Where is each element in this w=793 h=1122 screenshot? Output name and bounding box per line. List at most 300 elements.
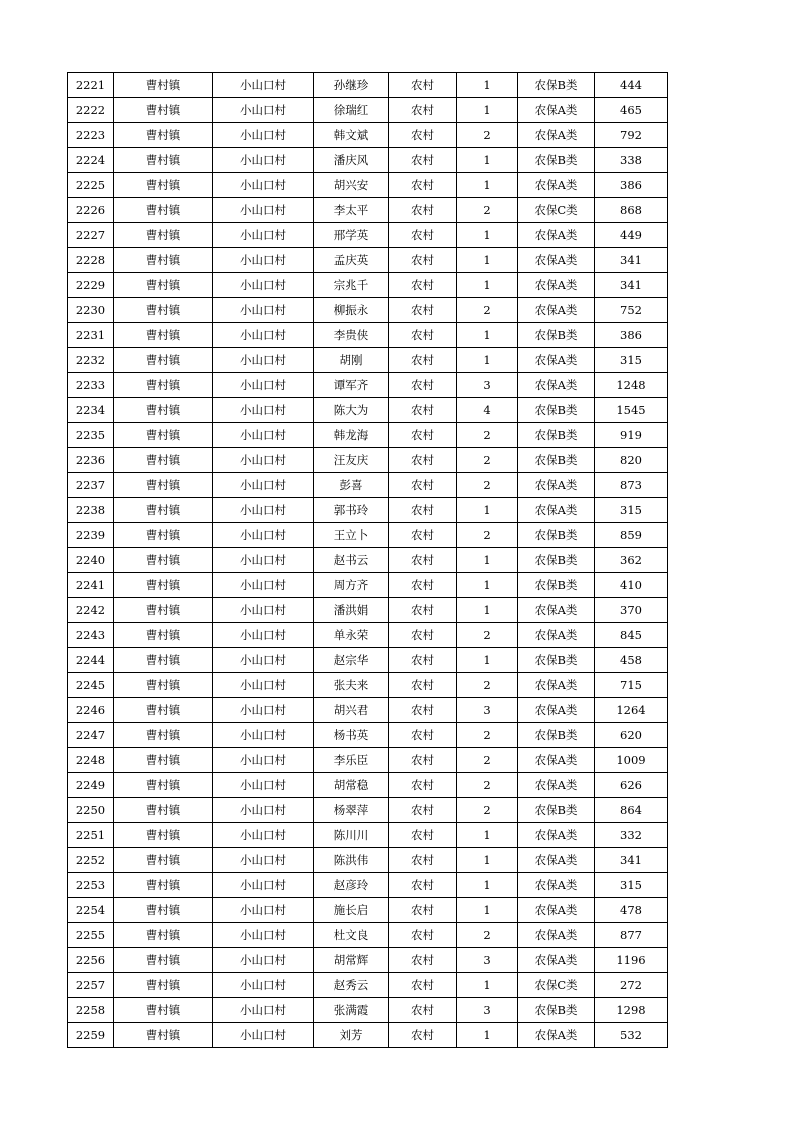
person-count-cell: 1 [457, 223, 518, 248]
person-count-cell: 2 [457, 198, 518, 223]
village-cell: 小山口村 [213, 748, 314, 773]
amount-cell: 370 [595, 598, 668, 623]
row-number-cell: 2239 [68, 523, 114, 548]
household-type-cell: 农村 [389, 123, 457, 148]
household-type-cell: 农村 [389, 848, 457, 873]
category-cell: 农保B类 [518, 323, 595, 348]
amount-cell: 845 [595, 623, 668, 648]
village-cell: 小山口村 [213, 823, 314, 848]
town-cell: 曹村镇 [114, 973, 213, 998]
amount-cell: 338 [595, 148, 668, 173]
name-cell: 赵秀云 [314, 973, 389, 998]
town-cell: 曹村镇 [114, 773, 213, 798]
category-cell: 农保A类 [518, 123, 595, 148]
amount-cell: 715 [595, 673, 668, 698]
table-row [68, 73, 668, 98]
category-cell: 农保B类 [518, 448, 595, 473]
row-number-cell: 2223 [68, 123, 114, 148]
row-number-cell: 2244 [68, 648, 114, 673]
village-cell: 小山口村 [213, 523, 314, 548]
row-number-cell: 2252 [68, 848, 114, 873]
name-cell: 潘洪娟 [314, 598, 389, 623]
village-cell: 小山口村 [213, 1023, 314, 1048]
person-count-cell: 1 [457, 148, 518, 173]
household-type-cell: 农村 [389, 498, 457, 523]
name-cell: 宗兆千 [314, 273, 389, 298]
person-count-cell: 2 [457, 448, 518, 473]
amount-cell: 864 [595, 798, 668, 823]
category-cell: 农保B类 [518, 523, 595, 548]
person-count-cell: 1 [457, 98, 518, 123]
household-type-cell: 农村 [389, 373, 457, 398]
amount-cell: 532 [595, 1023, 668, 1048]
row-number-cell: 2254 [68, 898, 114, 923]
household-type-cell: 农村 [389, 523, 457, 548]
table-row [68, 798, 668, 823]
table-row [68, 448, 668, 473]
town-cell: 曹村镇 [114, 473, 213, 498]
name-cell: 胡刚 [314, 348, 389, 373]
household-type-cell: 农村 [389, 548, 457, 573]
amount-cell: 449 [595, 223, 668, 248]
person-count-cell: 2 [457, 673, 518, 698]
amount-cell: 444 [595, 73, 668, 98]
household-type-cell: 农村 [389, 623, 457, 648]
category-cell: 农保C类 [518, 198, 595, 223]
village-cell: 小山口村 [213, 548, 314, 573]
amount-cell: 458 [595, 648, 668, 673]
village-cell: 小山口村 [213, 473, 314, 498]
category-cell: 农保A类 [518, 923, 595, 948]
category-cell: 农保A类 [518, 848, 595, 873]
town-cell: 曹村镇 [114, 723, 213, 748]
village-cell: 小山口村 [213, 323, 314, 348]
town-cell: 曹村镇 [114, 148, 213, 173]
category-cell: 农保A类 [518, 823, 595, 848]
amount-cell: 315 [595, 498, 668, 523]
person-count-cell: 1 [457, 73, 518, 98]
town-cell: 曹村镇 [114, 823, 213, 848]
category-cell: 农保B类 [518, 398, 595, 423]
person-count-cell: 1 [457, 248, 518, 273]
name-cell: 单永荣 [314, 623, 389, 648]
village-cell: 小山口村 [213, 773, 314, 798]
roster-table [67, 72, 668, 1048]
person-count-cell: 2 [457, 773, 518, 798]
row-number-cell: 2255 [68, 923, 114, 948]
town-cell: 曹村镇 [114, 923, 213, 948]
village-cell: 小山口村 [213, 98, 314, 123]
category-cell: 农保A类 [518, 948, 595, 973]
name-cell: 周方齐 [314, 573, 389, 598]
person-count-cell: 1 [457, 173, 518, 198]
name-cell: 彭喜 [314, 473, 389, 498]
household-type-cell: 农村 [389, 798, 457, 823]
table-row [68, 273, 668, 298]
table-row [68, 673, 668, 698]
household-type-cell: 农村 [389, 973, 457, 998]
person-count-cell: 2 [457, 798, 518, 823]
village-cell: 小山口村 [213, 498, 314, 523]
person-count-cell: 1 [457, 1023, 518, 1048]
name-cell: 孙继珍 [314, 73, 389, 98]
category-cell: 农保A类 [518, 598, 595, 623]
town-cell: 曹村镇 [114, 848, 213, 873]
name-cell: 谭军齐 [314, 373, 389, 398]
table-row [68, 498, 668, 523]
amount-cell: 341 [595, 848, 668, 873]
amount-cell: 315 [595, 873, 668, 898]
name-cell: 胡兴安 [314, 173, 389, 198]
amount-cell: 877 [595, 923, 668, 948]
row-number-cell: 2228 [68, 248, 114, 273]
table-row [68, 648, 668, 673]
name-cell: 邢学英 [314, 223, 389, 248]
amount-cell: 315 [595, 348, 668, 373]
household-type-cell: 农村 [389, 98, 457, 123]
name-cell: 李乐臣 [314, 748, 389, 773]
village-cell: 小山口村 [213, 248, 314, 273]
table-row [68, 773, 668, 798]
name-cell: 徐瑞红 [314, 98, 389, 123]
row-number-cell: 2241 [68, 573, 114, 598]
row-number-cell: 2227 [68, 223, 114, 248]
amount-cell: 1248 [595, 373, 668, 398]
category-cell: 农保A类 [518, 498, 595, 523]
household-type-cell: 农村 [389, 673, 457, 698]
town-cell: 曹村镇 [114, 273, 213, 298]
town-cell: 曹村镇 [114, 248, 213, 273]
category-cell: 农保A类 [518, 773, 595, 798]
category-cell: 农保B类 [518, 648, 595, 673]
person-count-cell: 2 [457, 723, 518, 748]
name-cell: 陈川川 [314, 823, 389, 848]
row-number-cell: 2258 [68, 998, 114, 1023]
row-number-cell: 2238 [68, 498, 114, 523]
row-number-cell: 2250 [68, 798, 114, 823]
name-cell: 施长启 [314, 898, 389, 923]
category-cell: 农保A类 [518, 173, 595, 198]
town-cell: 曹村镇 [114, 698, 213, 723]
row-number-cell: 2221 [68, 73, 114, 98]
row-number-cell: 2232 [68, 348, 114, 373]
village-cell: 小山口村 [213, 973, 314, 998]
person-count-cell: 1 [457, 973, 518, 998]
amount-cell: 272 [595, 973, 668, 998]
category-cell: 农保A类 [518, 223, 595, 248]
name-cell: 潘庆风 [314, 148, 389, 173]
category-cell: 农保A类 [518, 698, 595, 723]
table-row [68, 373, 668, 398]
row-number-cell: 2251 [68, 823, 114, 848]
person-count-cell: 4 [457, 398, 518, 423]
household-type-cell: 农村 [389, 648, 457, 673]
village-cell: 小山口村 [213, 948, 314, 973]
amount-cell: 478 [595, 898, 668, 923]
name-cell: 张夫来 [314, 673, 389, 698]
village-cell: 小山口村 [213, 198, 314, 223]
village-cell: 小山口村 [213, 223, 314, 248]
household-type-cell: 农村 [389, 923, 457, 948]
household-type-cell: 农村 [389, 873, 457, 898]
name-cell: 汪友庆 [314, 448, 389, 473]
category-cell: 农保A类 [518, 473, 595, 498]
table-row [68, 398, 668, 423]
category-cell: 农保C类 [518, 973, 595, 998]
household-type-cell: 农村 [389, 323, 457, 348]
town-cell: 曹村镇 [114, 948, 213, 973]
row-number-cell: 2247 [68, 723, 114, 748]
category-cell: 农保A类 [518, 98, 595, 123]
town-cell: 曹村镇 [114, 348, 213, 373]
name-cell: 赵书云 [314, 548, 389, 573]
household-type-cell: 农村 [389, 573, 457, 598]
town-cell: 曹村镇 [114, 73, 213, 98]
row-number-cell: 2235 [68, 423, 114, 448]
person-count-cell: 1 [457, 573, 518, 598]
category-cell: 农保A类 [518, 673, 595, 698]
row-number-cell: 2249 [68, 773, 114, 798]
table-row [68, 423, 668, 448]
household-type-cell: 农村 [389, 148, 457, 173]
household-type-cell: 农村 [389, 773, 457, 798]
category-cell: 农保A类 [518, 1023, 595, 1048]
person-count-cell: 1 [457, 823, 518, 848]
town-cell: 曹村镇 [114, 373, 213, 398]
amount-cell: 1009 [595, 748, 668, 773]
household-type-cell: 农村 [389, 73, 457, 98]
row-number-cell: 2229 [68, 273, 114, 298]
person-count-cell: 2 [457, 298, 518, 323]
person-count-cell: 3 [457, 373, 518, 398]
household-type-cell: 农村 [389, 598, 457, 623]
household-type-cell: 农村 [389, 173, 457, 198]
household-type-cell: 农村 [389, 723, 457, 748]
village-cell: 小山口村 [213, 373, 314, 398]
name-cell: 王立卜 [314, 523, 389, 548]
amount-cell: 792 [595, 123, 668, 148]
town-cell: 曹村镇 [114, 873, 213, 898]
household-type-cell: 农村 [389, 273, 457, 298]
person-count-cell: 1 [457, 323, 518, 348]
person-count-cell: 2 [457, 923, 518, 948]
household-type-cell: 农村 [389, 948, 457, 973]
person-count-cell: 1 [457, 848, 518, 873]
amount-cell: 465 [595, 98, 668, 123]
table-row [68, 98, 668, 123]
town-cell: 曹村镇 [114, 573, 213, 598]
person-count-cell: 3 [457, 948, 518, 973]
village-cell: 小山口村 [213, 148, 314, 173]
town-cell: 曹村镇 [114, 748, 213, 773]
village-cell: 小山口村 [213, 623, 314, 648]
household-type-cell: 农村 [389, 748, 457, 773]
village-cell: 小山口村 [213, 698, 314, 723]
household-type-cell: 农村 [389, 223, 457, 248]
row-number-cell: 2240 [68, 548, 114, 573]
name-cell: 刘芳 [314, 1023, 389, 1048]
village-cell: 小山口村 [213, 898, 314, 923]
amount-cell: 1298 [595, 998, 668, 1023]
village-cell: 小山口村 [213, 798, 314, 823]
table-row [68, 998, 668, 1023]
row-number-cell: 2224 [68, 148, 114, 173]
village-cell: 小山口村 [213, 673, 314, 698]
amount-cell: 341 [595, 248, 668, 273]
row-number-cell: 2222 [68, 98, 114, 123]
amount-cell: 873 [595, 473, 668, 498]
town-cell: 曹村镇 [114, 1023, 213, 1048]
table-row [68, 823, 668, 848]
category-cell: 农保A类 [518, 898, 595, 923]
row-number-cell: 2246 [68, 698, 114, 723]
amount-cell: 868 [595, 198, 668, 223]
person-count-cell: 1 [457, 898, 518, 923]
town-cell: 曹村镇 [114, 198, 213, 223]
household-type-cell: 农村 [389, 248, 457, 273]
category-cell: 农保B类 [518, 73, 595, 98]
household-type-cell: 农村 [389, 473, 457, 498]
row-number-cell: 2233 [68, 373, 114, 398]
person-count-cell: 2 [457, 423, 518, 448]
table-row [68, 173, 668, 198]
town-cell: 曹村镇 [114, 398, 213, 423]
table-row [68, 198, 668, 223]
table-row [68, 748, 668, 773]
village-cell: 小山口村 [213, 573, 314, 598]
table-row [68, 898, 668, 923]
town-cell: 曹村镇 [114, 798, 213, 823]
table-row [68, 123, 668, 148]
amount-cell: 1545 [595, 398, 668, 423]
row-number-cell: 2245 [68, 673, 114, 698]
village-cell: 小山口村 [213, 173, 314, 198]
row-number-cell: 2257 [68, 973, 114, 998]
household-type-cell: 农村 [389, 423, 457, 448]
village-cell: 小山口村 [213, 73, 314, 98]
row-number-cell: 2242 [68, 598, 114, 623]
name-cell: 杜文良 [314, 923, 389, 948]
row-number-cell: 2230 [68, 298, 114, 323]
row-number-cell: 2236 [68, 448, 114, 473]
town-cell: 曹村镇 [114, 623, 213, 648]
category-cell: 农保B类 [518, 548, 595, 573]
person-count-cell: 3 [457, 698, 518, 723]
name-cell: 柳振永 [314, 298, 389, 323]
name-cell: 李贵侠 [314, 323, 389, 348]
category-cell: 农保B类 [518, 798, 595, 823]
town-cell: 曹村镇 [114, 323, 213, 348]
amount-cell: 626 [595, 773, 668, 798]
category-cell: 农保A类 [518, 298, 595, 323]
table-row [68, 223, 668, 248]
amount-cell: 752 [595, 298, 668, 323]
town-cell: 曹村镇 [114, 998, 213, 1023]
person-count-cell: 1 [457, 648, 518, 673]
town-cell: 曹村镇 [114, 673, 213, 698]
village-cell: 小山口村 [213, 123, 314, 148]
row-number-cell: 2226 [68, 198, 114, 223]
town-cell: 曹村镇 [114, 523, 213, 548]
row-number-cell: 2259 [68, 1023, 114, 1048]
village-cell: 小山口村 [213, 348, 314, 373]
town-cell: 曹村镇 [114, 498, 213, 523]
category-cell: 农保B类 [518, 423, 595, 448]
village-cell: 小山口村 [213, 923, 314, 948]
household-type-cell: 农村 [389, 348, 457, 373]
amount-cell: 386 [595, 173, 668, 198]
table-row [68, 148, 668, 173]
name-cell: 李太平 [314, 198, 389, 223]
village-cell: 小山口村 [213, 423, 314, 448]
village-cell: 小山口村 [213, 873, 314, 898]
category-cell: 农保A类 [518, 248, 595, 273]
category-cell: 农保A类 [518, 873, 595, 898]
table-row [68, 298, 668, 323]
category-cell: 农保A类 [518, 373, 595, 398]
person-count-cell: 1 [457, 548, 518, 573]
town-cell: 曹村镇 [114, 648, 213, 673]
village-cell: 小山口村 [213, 848, 314, 873]
person-count-cell: 2 [457, 748, 518, 773]
name-cell: 杨翠萍 [314, 798, 389, 823]
table-row [68, 348, 668, 373]
table-row [68, 473, 668, 498]
village-cell: 小山口村 [213, 998, 314, 1023]
amount-cell: 362 [595, 548, 668, 573]
amount-cell: 820 [595, 448, 668, 473]
person-count-cell: 2 [457, 623, 518, 648]
village-cell: 小山口村 [213, 398, 314, 423]
name-cell: 胡常辉 [314, 948, 389, 973]
village-cell: 小山口村 [213, 648, 314, 673]
name-cell: 韩文斌 [314, 123, 389, 148]
household-type-cell: 农村 [389, 448, 457, 473]
row-number-cell: 2253 [68, 873, 114, 898]
name-cell: 张满霞 [314, 998, 389, 1023]
table-row [68, 1023, 668, 1048]
table-row [68, 923, 668, 948]
table-row [68, 323, 668, 348]
person-count-cell: 3 [457, 998, 518, 1023]
town-cell: 曹村镇 [114, 448, 213, 473]
row-number-cell: 2231 [68, 323, 114, 348]
table-row [68, 598, 668, 623]
person-count-cell: 1 [457, 498, 518, 523]
category-cell: 农保A类 [518, 623, 595, 648]
household-type-cell: 农村 [389, 998, 457, 1023]
person-count-cell: 1 [457, 873, 518, 898]
row-number-cell: 2237 [68, 473, 114, 498]
household-type-cell: 农村 [389, 398, 457, 423]
amount-cell: 332 [595, 823, 668, 848]
amount-cell: 859 [595, 523, 668, 548]
name-cell: 孟庆英 [314, 248, 389, 273]
category-cell: 农保A类 [518, 748, 595, 773]
row-number-cell: 2243 [68, 623, 114, 648]
table-row [68, 248, 668, 273]
person-count-cell: 1 [457, 348, 518, 373]
person-count-cell: 1 [457, 273, 518, 298]
person-count-cell: 2 [457, 523, 518, 548]
town-cell: 曹村镇 [114, 298, 213, 323]
row-number-cell: 2248 [68, 748, 114, 773]
table-row [68, 698, 668, 723]
household-type-cell: 农村 [389, 1023, 457, 1048]
village-cell: 小山口村 [213, 448, 314, 473]
household-type-cell: 农村 [389, 698, 457, 723]
amount-cell: 1196 [595, 948, 668, 973]
